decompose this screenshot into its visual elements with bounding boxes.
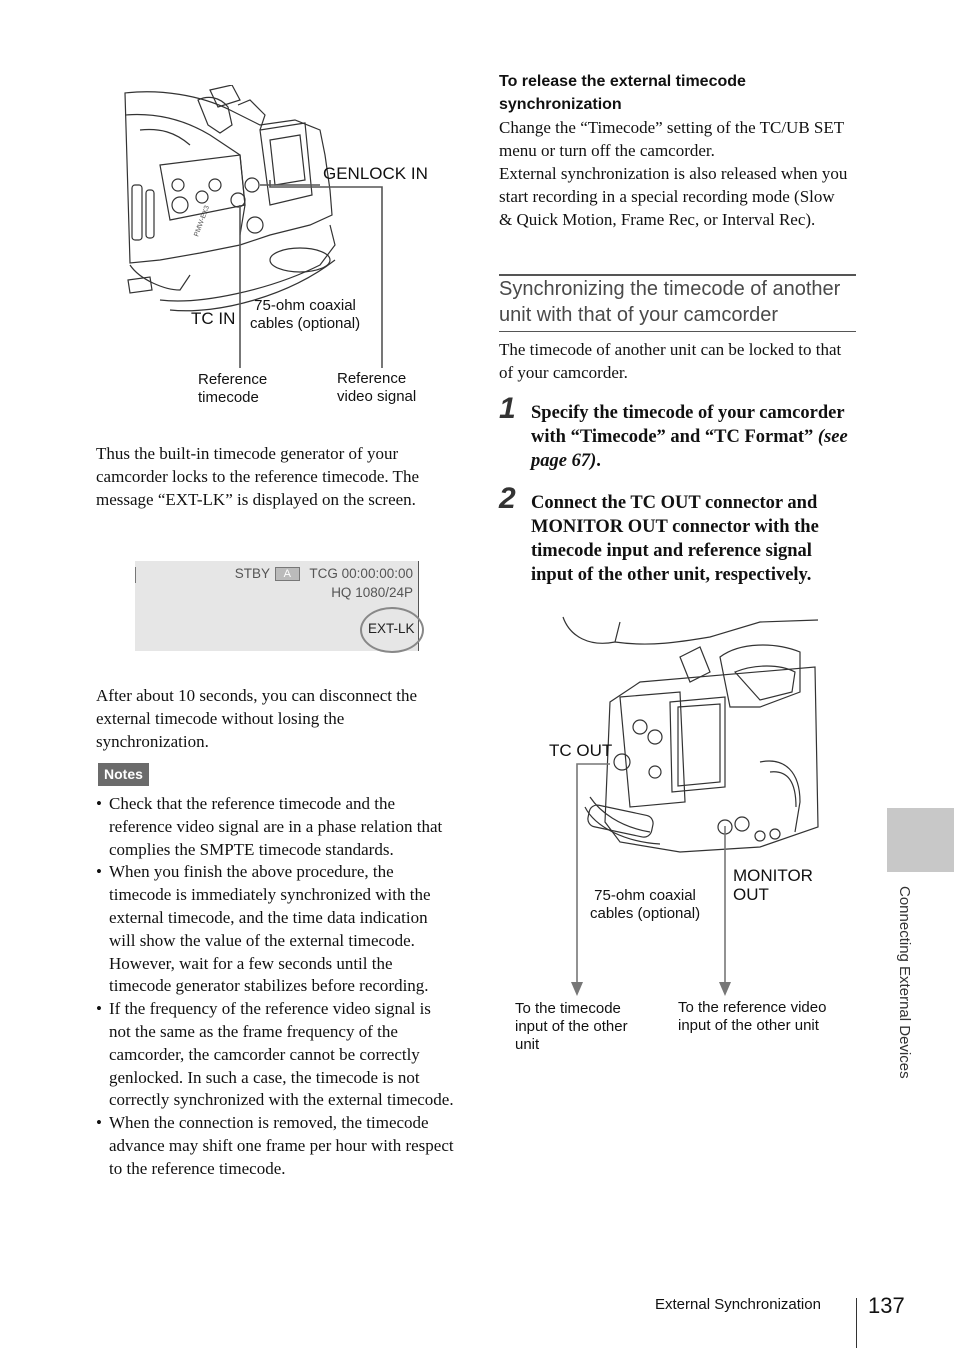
note-item: • When the connection is removed, the timecode advance may shift one frame per hour with respect to the reference timecode. <box>96 1112 454 1180</box>
section-heading: Synchronizing the timecode of another unit with that of your camcorder <box>499 278 841 326</box>
screen-left-edge <box>135 567 136 583</box>
page-number: 137 <box>868 1293 905 1318</box>
label-genlock-in: GENLOCK IN <box>323 164 428 183</box>
figure-genlock <box>120 85 460 415</box>
label-cables-2: 75-ohm coaxial cables (optional) <box>590 887 701 922</box>
notes-list <box>96 793 454 1181</box>
release-text: Change the “Timecode” setting of the TC/UB SET menu or turn off the camcorder. External synchronization is also released when you start recording in a special recording mode (Slow & Quick Motion, Frame Rec, or Interval Rec). <box>499 118 848 229</box>
label-to-reference: To the reference video input of the other unit <box>678 999 827 1034</box>
label-reference-video: Reference video signal <box>337 370 417 405</box>
label-reference-timecode: Reference timecode <box>198 371 268 406</box>
media-badge: A <box>275 567 300 581</box>
chapter-tab-text: Connecting External Devices <box>896 886 913 1079</box>
step-1-end: . <box>596 451 601 471</box>
chapter-tab <box>887 808 954 872</box>
notes-badge: Notes <box>98 763 149 786</box>
note-item: • When you finish the above procedure, the timecode is immediately synchronized with the external timecode, and the time data indication will show the value of the external timecode. However, wait for a few seconds until the timecode generator stabilizes before recording. <box>96 861 454 998</box>
note-item: • If the frequency of the reference video signal is not the same as the frame frequency of the camcorder, the camcorder cannot be correctly genlocked. In such a case, the timecode is not correctly synchronized with the external timecode. <box>96 998 454 1112</box>
paragraph-locks: Thus the built-in timecode generator of your camcorder locks to the reference timecode. The message “EXT-LK” is displayed on the screen. <box>96 444 419 509</box>
tcg-text: TCG 00:00:00:00 <box>309 566 413 581</box>
paragraph-after: After about 10 seconds, you can disconnect the external timecode without losing the synchronization. <box>96 686 418 751</box>
step-1-text <box>531 401 857 473</box>
format-text: HQ 1080/24P <box>331 585 413 600</box>
svg-text:PMW-EX3: PMW-EX3 <box>193 204 212 238</box>
section-rule-bottom <box>499 331 856 332</box>
figure-tc-out <box>560 612 820 1002</box>
step-1-main: Specify the timecode of your camcorder with “Timecode” and “TC Format” <box>531 403 845 447</box>
label-to-timecode: To the timecode input of the other unit <box>515 1000 628 1053</box>
release-heading: To release the external timecode synchronization <box>499 73 746 113</box>
screen-status-line <box>235 566 413 581</box>
footer-divider <box>856 1298 857 1348</box>
step-number-2: 2 <box>499 482 516 515</box>
footer-section-name: External Synchronization <box>655 1296 821 1313</box>
step-number-1: 1 <box>499 392 516 425</box>
label-tc-in: TC IN <box>191 309 236 328</box>
label-tc-out: TC OUT <box>549 741 613 760</box>
label-cables-1: 75-ohm coaxial cables (optional) <box>250 297 361 332</box>
camcorder-illustration-1 <box>120 85 460 415</box>
label-monitor-out: MONITOR OUT <box>733 866 813 904</box>
stby-text: STBY <box>234 566 270 581</box>
step-1-page-ref: (see page 67) <box>531 427 848 471</box>
step-2-text: Connect the TC OUT connector and MONITOR OUT connector with the timecode input and reference signal input of the other unit, respectively. <box>531 493 819 585</box>
section-intro: The timecode of another unit can be locked to that of your camcorder. <box>499 340 842 382</box>
screen-display <box>135 561 419 651</box>
extlk-text: EXT-LK <box>368 621 415 636</box>
camcorder-illustration-2 <box>560 612 820 1002</box>
note-item: • Check that the reference timecode and the reference video signal are in a phase relation that complies the SMPTE timecode standards. <box>96 793 454 861</box>
